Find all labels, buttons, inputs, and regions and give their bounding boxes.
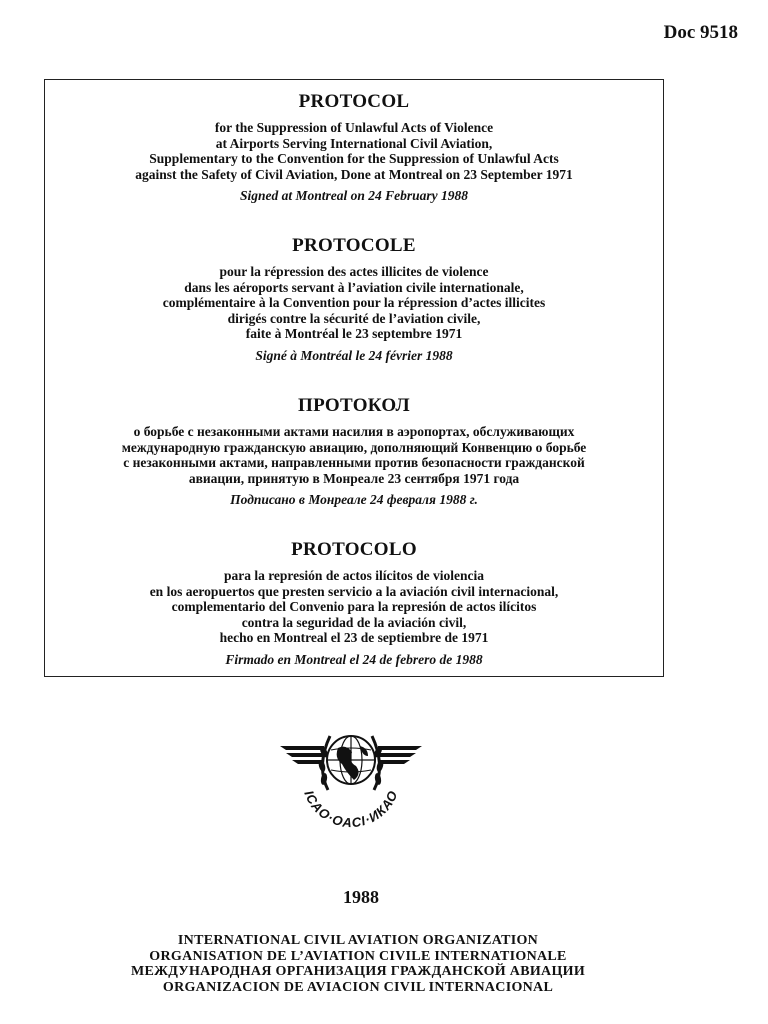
protocol-line: dans les aéroports servant à l’aviation civile internationale, <box>184 279 524 295</box>
protocol-spanish <box>45 538 663 668</box>
protocol-line: Supplementary to the Convention for the Suppression of Unlawful Acts <box>149 151 559 166</box>
protocol-english <box>45 90 663 204</box>
protocol-line: complémentaire à la Convention pour la répression d’actes illicites <box>162 295 546 310</box>
protocol-line: pour la répression des actes illicites de violence <box>219 264 489 279</box>
signed-line-russian: Подписано в Монреале 24 февраля 1988 г. <box>230 492 478 507</box>
organization-name-english: INTERNATIONAL CIVIL AVIATION ORGANIZATION <box>177 933 539 948</box>
protocol-box <box>44 79 664 677</box>
protocol-line: against the Safety of Civil Aviation, Done at Montreal on 23 September 1971 <box>135 166 573 182</box>
protocol-line: авиации, принятую в Монреале 23 сентября 1971 года <box>188 470 520 486</box>
organization-names <box>0 933 716 995</box>
protocol-line: para la represión de actos ilícitos de violencia <box>223 568 485 583</box>
organization-name-french: ORGANISATION DE L’AVIATION CIVILE INTERNATIONALE <box>149 948 567 964</box>
protocol-french <box>45 234 663 364</box>
protocol-line: с незаконными актами, направленными против безопасности гражданской <box>123 455 585 470</box>
protocol-line: о борьбе с незаконными актами насилия в аэропортах, обслуживающих <box>133 424 575 439</box>
protocol-line: complementario del Convenio para la represión de actos ilícitos <box>171 599 537 614</box>
protocol-line: hecho en Montreal el 23 de septiembre de 1971 <box>219 630 489 645</box>
protocol-line: at Airports Serving International Civil Aviation, <box>215 135 493 151</box>
protocol-line: dirigés contre la sécurité de l’aviation civile, <box>227 310 481 326</box>
organization-name-spanish: ORGANIZACION DE AVIACION CIVIL INTERNACIONAL <box>162 979 554 995</box>
publication-year: 1988 <box>343 887 379 907</box>
organization-name-russian: МЕЖДУНАРОДНАЯ ОРГАНИЗАЦИЯ ГРАЖДАНСКОЙ АВИАЦИИ <box>130 964 586 979</box>
protocol-russian <box>45 394 663 508</box>
svg-text:ICAO·OACI·ИКАО: ICAO·OACI·ИКАО <box>301 787 401 831</box>
signed-line-english: Signed at Montreal on 24 February 1988 <box>239 188 469 203</box>
protocol-title-english: PROTOCOL <box>298 91 410 112</box>
protocol-line: faite à Montréal le 23 septembre 1971 <box>245 326 463 341</box>
protocol-title-russian: ПРОТОКОЛ <box>298 395 410 416</box>
signed-line-french: Signé à Montréal le 24 février 1988 <box>255 347 453 363</box>
protocol-line: международную гражданскую авиацию, дополняющий Конвенцию о борьбе <box>121 439 587 455</box>
protocol-line: for the Suppression of Unlawful Acts of Violence <box>214 120 494 135</box>
signed-line-spanish: Firmado en Montreal el 24 de febrero de 1988 <box>225 651 483 667</box>
protocol-line: contra la seguridad de la aviación civil, <box>241 614 467 630</box>
doc-number: Doc 9518 <box>663 22 738 43</box>
protocol-title-spanish: PROTOCOLO <box>291 539 417 560</box>
icao-emblem-icon <box>276 722 426 834</box>
protocol-line: en los aeropuertos que presten servicio a la aviación civil internacional, <box>149 583 559 599</box>
protocol-title-french: PROTOCOLE <box>292 235 416 256</box>
